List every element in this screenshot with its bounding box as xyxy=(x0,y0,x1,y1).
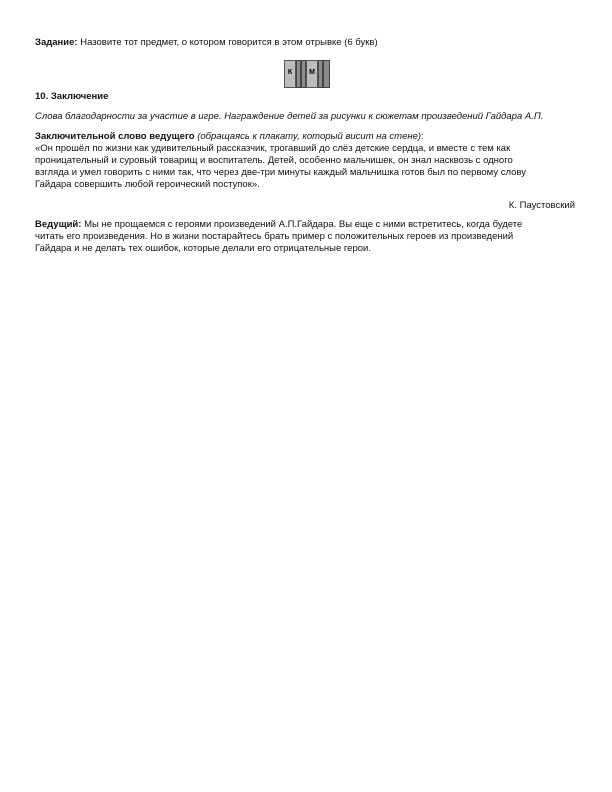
intro-text: Слова благодарности за участие в игре. Награждение детей за рисунки к сюжетам произведений Гайдара А.П. xyxy=(35,111,544,122)
puzzle-cell-6 xyxy=(323,60,330,88)
final-word-header xyxy=(35,131,577,143)
puzzle-letter-1: К xyxy=(287,69,293,76)
task-label: Задание: xyxy=(35,37,78,48)
crossword-cells xyxy=(284,60,330,88)
section-title: 10. Заключение xyxy=(35,91,109,102)
final-word-note: (обращаясь к плакату, который висит на стене) xyxy=(194,131,422,142)
puzzle-cell-4 xyxy=(306,60,318,88)
final-word-colon: : xyxy=(421,131,424,142)
final-word-label: Заключительной слово ведущего xyxy=(35,131,195,142)
section-heading xyxy=(35,91,577,103)
host-paragraph xyxy=(35,219,577,255)
author-name: К. Паустовский xyxy=(508,200,575,211)
host-line-3: Гайдара и не делать тех ошибок, которые делали его отрицательные герои. xyxy=(35,243,371,254)
quote-paragraph xyxy=(35,143,577,191)
puzzle-cell-1 xyxy=(284,60,296,88)
quote-line-1: «Он прошёл по жизни как удивительный рассказчик, трогавший до слёз детские сердца, и вместе с тем как xyxy=(35,143,511,154)
puzzle-letter-4: М xyxy=(309,69,315,76)
host-line-1: Мы не прощаемся с героями произведений А.П.Гайдара. Вы еще с ними встретитесь, когда будете xyxy=(81,219,523,230)
host-line-2: читать его произведения. Но в жизни постарайтесь брать пример с положительных героев из произведений xyxy=(35,231,514,242)
quote-line-2: проницательный и суровый товарищ и воспитатель. Детей, особенно мальчишек, он знал насквозь с одного xyxy=(35,155,513,166)
quote-line-4: Гайдара совершить любой героический поступок». xyxy=(35,179,260,190)
section-intro xyxy=(35,111,577,123)
host-label: Ведущий: xyxy=(35,219,82,230)
quote-line-3: взгляда и умел говорить с ними так, что через две-три минуты каждый мальчишка готов был по первому слову xyxy=(35,167,526,178)
task-text: Назовите тот предмет, о котором говорится в этом отрывке (6 букв) xyxy=(77,37,378,48)
quote-author xyxy=(35,200,575,212)
task-line xyxy=(35,37,577,49)
